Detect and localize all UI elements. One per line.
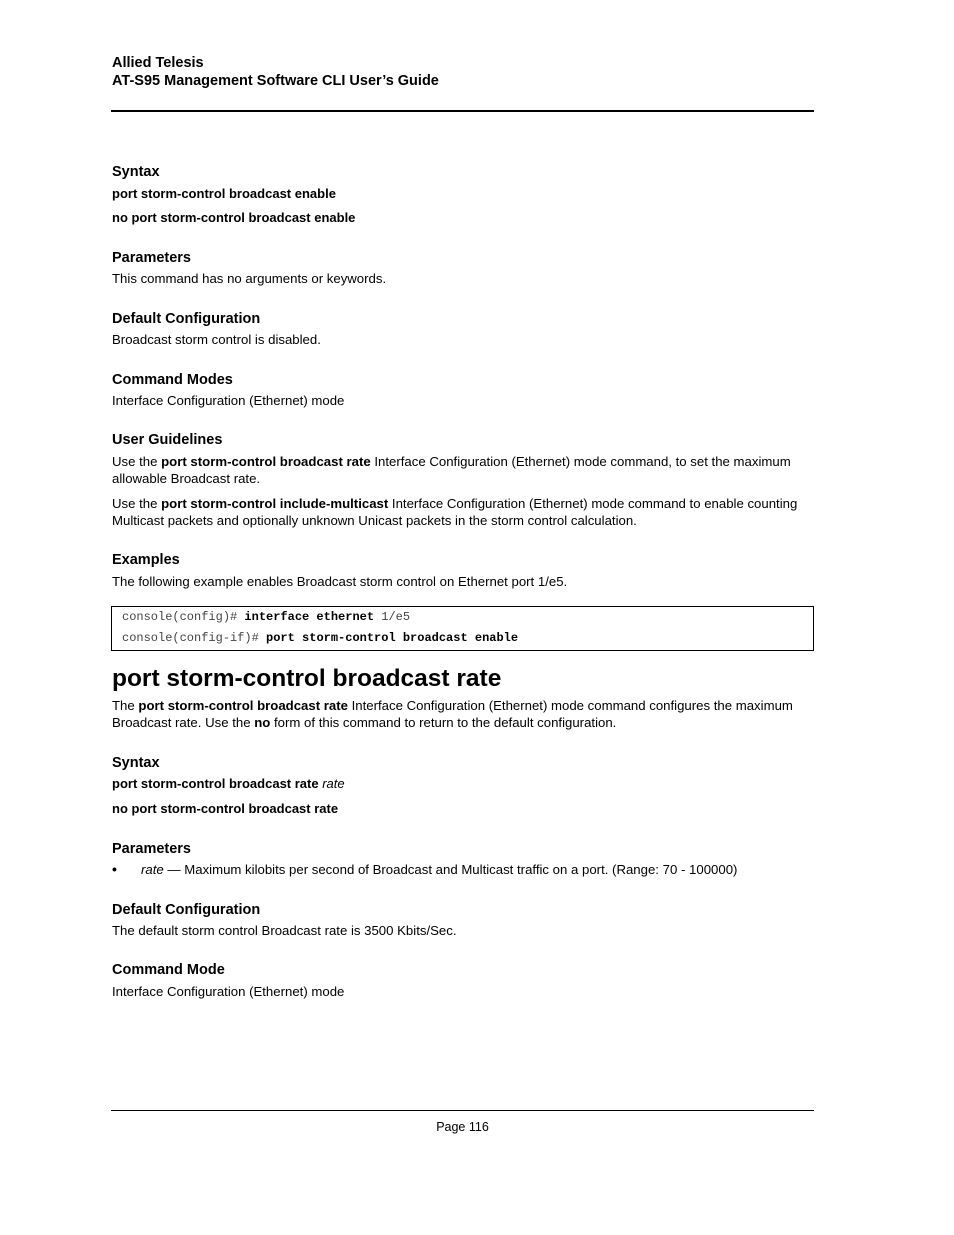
default-config-heading: Default Configuration bbox=[112, 902, 261, 918]
footer-rule bbox=[111, 1110, 814, 1111]
command-title: port storm-control broadcast rate bbox=[112, 665, 502, 692]
command-modes-text: Interface Configuration (Ethernet) mode bbox=[112, 393, 345, 408]
command-intro: The port storm-control broadcast rate Interface Configuration (Ethernet) mode command configures the maximum Broadcast rate. Use the no form of this command to return to the default configuration. bbox=[112, 698, 793, 730]
parameters-text: This command has no arguments or keywords. bbox=[112, 271, 387, 286]
syntax-line: port storm-control broadcast enable bbox=[112, 186, 336, 201]
header-rule bbox=[111, 110, 814, 112]
default-config-text: The default storm control Broadcast rate is 3500 Kbits/Sec. bbox=[112, 923, 457, 938]
default-config-heading: Default Configuration bbox=[112, 311, 261, 327]
syntax-line: no port storm-control broadcast rate bbox=[112, 801, 339, 816]
parameters-heading: Parameters bbox=[112, 250, 191, 266]
command-modes-heading: Command Modes bbox=[112, 372, 233, 388]
syntax-heading: Syntax bbox=[112, 755, 160, 771]
examples-heading: Examples bbox=[112, 552, 180, 568]
syntax-heading: Syntax bbox=[112, 164, 160, 180]
guide-title: AT-S95 Management Software CLI User’s Guide bbox=[112, 73, 439, 89]
user-guidelines-heading: User Guidelines bbox=[112, 432, 223, 448]
examples-text: The following example enables Broadcast storm control on Ethernet port 1/e5. bbox=[112, 574, 568, 589]
command-mode-heading: Command Mode bbox=[112, 962, 225, 978]
syntax-line: port storm-control broadcast rate rate bbox=[112, 776, 345, 791]
code-example-box bbox=[111, 606, 814, 651]
parameters-heading: Parameters bbox=[112, 841, 191, 857]
command-mode-text: Interface Configuration (Ethernet) mode bbox=[112, 984, 345, 999]
default-config-text: Broadcast storm control is disabled. bbox=[112, 332, 321, 347]
bullet-icon: • bbox=[112, 861, 117, 877]
company-name: Allied Telesis bbox=[112, 55, 204, 71]
guideline-paragraph: Use the port storm-control broadcast rate Interface Configuration (Ethernet) mode command, to set the maximum allowable Broadcast rate. bbox=[112, 454, 791, 486]
page-number: Page 116 bbox=[436, 1120, 489, 1134]
code-line: console(config)# interface ethernet 1/e5 bbox=[122, 610, 411, 624]
guideline-paragraph: Use the port storm-control include-multicast Interface Configuration (Ethernet) mode command to enable counting Multicast packets and optionally unknown Unicast packets in the storm control calculation. bbox=[112, 496, 798, 528]
parameter-item: rate — Maximum kilobits per second of Broadcast and Multicast traffic on a port. (Range: 70 - 100000) bbox=[141, 862, 738, 877]
syntax-line: no port storm-control broadcast enable bbox=[112, 210, 356, 225]
code-line: console(config-if)# port storm-control broadcast enable bbox=[122, 631, 519, 645]
